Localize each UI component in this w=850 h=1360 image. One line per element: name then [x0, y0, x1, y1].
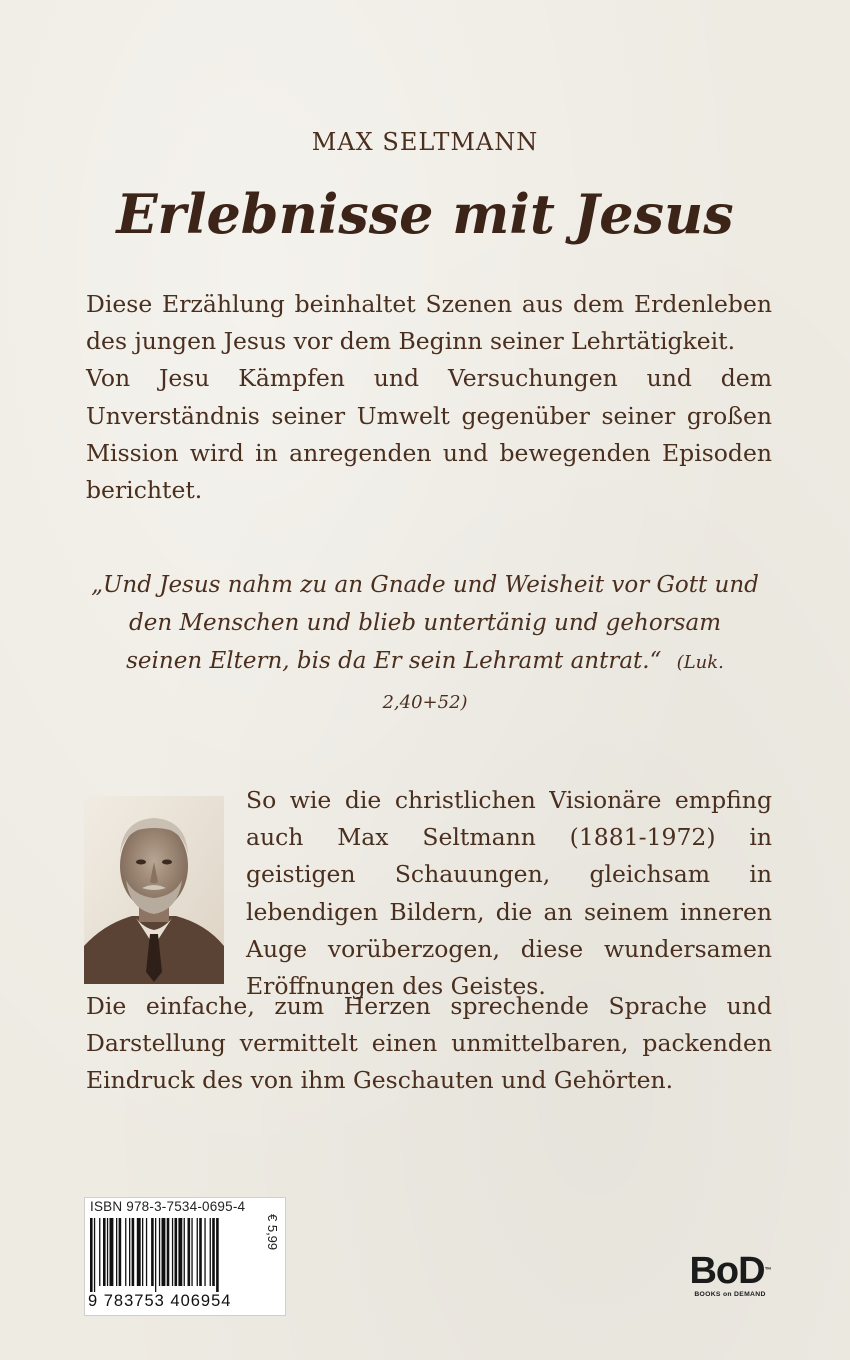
barcode-bar — [107, 1218, 108, 1286]
barcode-bar — [142, 1218, 143, 1286]
barcode-bar — [116, 1218, 117, 1286]
barcode-bar — [210, 1218, 211, 1286]
description-paragraph-1: Diese Erzählung beinhaltet Szenen aus dem Erdenleben des jungen Jesus vor dem Beginn seiner Lehrtätigkeit. — [86, 290, 772, 356]
bible-quote — [90, 566, 760, 722]
barcode-bar — [94, 1218, 95, 1292]
barcode-bar — [162, 1218, 166, 1286]
book-title: Erlebnisse mit Jesus — [116, 182, 734, 246]
barcode-bar — [155, 1218, 156, 1292]
description-paragraph-2: Von Jesu Kämpfen und Versuchungen und dem Unverständnis seiner Umwelt gegenüber seiner großen Mission wird in anregenden und bewegenden Episoden berichtet. — [86, 364, 772, 505]
barcode-bar — [125, 1218, 126, 1286]
barcode-bar — [103, 1218, 106, 1286]
publisher-tagline: BOOKS on DEMAND — [694, 1291, 766, 1298]
barcode-bar — [151, 1218, 154, 1286]
barcode-bar — [204, 1218, 205, 1286]
barcode-bar — [212, 1218, 215, 1286]
description — [86, 286, 772, 509]
author-name: MAX SELTMANN — [311, 128, 539, 156]
isbn-label: ISBN 978-3-7534-0695-4 — [90, 1199, 246, 1214]
barcode-bar — [197, 1218, 198, 1286]
barcode-bar — [184, 1218, 185, 1286]
barcode-bar — [172, 1218, 173, 1286]
barcode-bar — [178, 1218, 182, 1286]
barcode-bar — [119, 1218, 122, 1286]
barcode-bar — [199, 1218, 202, 1286]
trademark-mark: ™ — [764, 1267, 771, 1274]
barcode-bar — [159, 1218, 160, 1286]
barcode-bar — [175, 1218, 178, 1286]
barcode-bar — [191, 1218, 192, 1286]
bio-part-2: Die einfache, zum Herzen sprechende Sprache und Darstellung vermittelt einen unmittelbaren, packenden Eindruck des von ihm Geschauten und Gehörten. — [86, 992, 772, 1095]
barcode-bars — [90, 1218, 256, 1292]
publisher-logo — [684, 1250, 776, 1298]
price-label: € 5,99 — [265, 1214, 280, 1251]
author-portrait — [84, 796, 224, 984]
barcode-bar — [146, 1218, 147, 1286]
barcode-bar — [137, 1218, 141, 1286]
quote-reference: (Luk. 2,40+52) — [382, 652, 724, 713]
barcode-bar — [216, 1218, 219, 1292]
bio-part-1: So wie die christlichen Visionäre empfing auch Max Seltmann (1881-1972) in geistigen Schauungen, gleichsam in lebendigen Bildern, die an seinem inneren Auge vorüberzogen, diese wundersamen Eröffnungen des Geistes. — [246, 786, 772, 1001]
quote-text: „Und Jesus nahm zu an Gnade und Weisheit vor Gott und den Menschen und blieb untertänig und gehorsam seinen Eltern, bis da Er sein Lehramt antrat.“ — [91, 572, 759, 674]
barcode-bar — [90, 1218, 93, 1292]
ean-number: 9 783753 406954 — [88, 1292, 232, 1310]
barcode-bar — [110, 1218, 114, 1286]
barcode-bar — [188, 1218, 191, 1286]
barcode-bar — [167, 1218, 170, 1286]
bod-wordmark — [684, 1250, 776, 1292]
barcode-bar — [99, 1218, 100, 1286]
barcode-bar — [129, 1218, 130, 1286]
barcode-bar — [132, 1218, 135, 1286]
bod-logo-text: BoD — [689, 1250, 765, 1292]
